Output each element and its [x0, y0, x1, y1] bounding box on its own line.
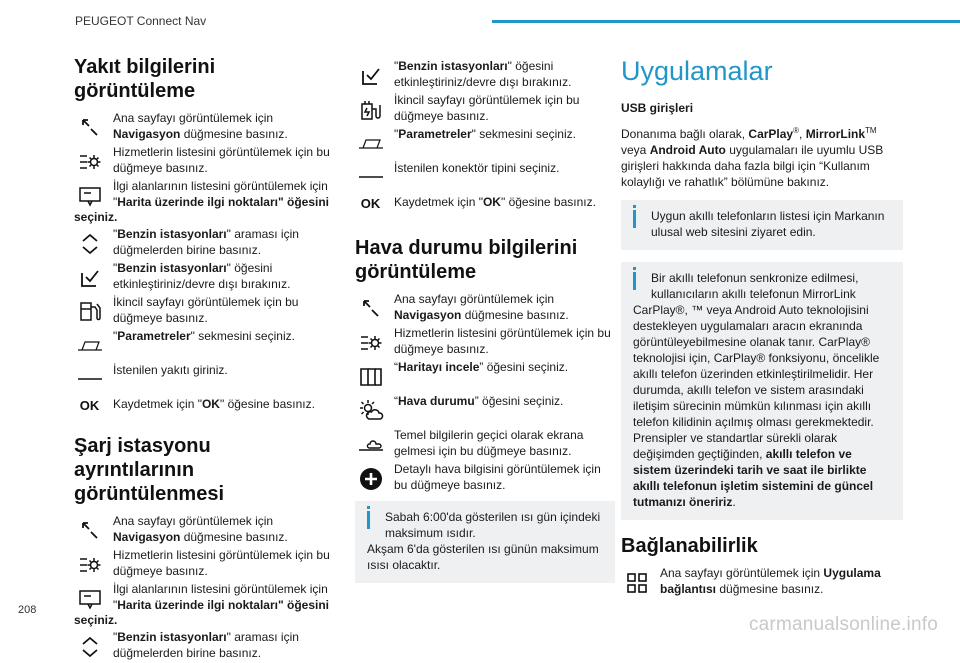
step-text: [394, 393, 615, 409]
step-row: [74, 513, 334, 547]
usb-title: USB girişleri: [621, 101, 694, 115]
usb-text-1: Donanıma bağlı olarak,: [621, 127, 749, 141]
step-row: [355, 291, 615, 325]
fuel-steps: [74, 110, 334, 422]
ok-button[interactable]: OK: [79, 397, 100, 413]
step-row: [355, 186, 615, 220]
weather-note-rest: Akşam 6'da gösterilen ısı günün maksimum ısısı olacaktır.: [367, 542, 599, 572]
step-pre: Kaydetmek için ": [394, 195, 483, 209]
section-title-charging: Şarj istasyonu ayrıntılarının görüntülenmesi: [74, 435, 225, 505]
ok-button[interactable]: OK: [360, 195, 381, 211]
step-row: [355, 92, 615, 126]
apps-note-2-first: Bir akıllı telefonun senkronize edilmesi, kullanıcıların akıllı telefonun MirrorLink: [651, 271, 859, 301]
step-text: [394, 291, 615, 323]
navigation-icon[interactable]: [74, 515, 105, 546]
apps-note-1-text: Uygun akıllı telefonların listesi için Markanın ulusal web sitesini ziyaret edin.: [651, 209, 885, 239]
step-text: [113, 144, 334, 176]
step-row: [74, 354, 334, 388]
step-bold: Harita üzerinde ilgi noktaları" öğesini: [117, 598, 329, 612]
step-pre: “: [394, 360, 398, 374]
step-text: [113, 388, 334, 412]
chevron-up-down-icon[interactable]: [74, 228, 105, 259]
step-bold: Navigasyon: [113, 127, 181, 141]
step-bold: Benzin istasyonları: [117, 630, 227, 644]
apps-note-2-body: CarPlay®, ™ veya Android Auto teknolojisini destekleyen uygulamaları aracın ekranında görüntüleyebilmesine olanak tanır. CarPlay® teknolojisi için, CarPlay® fonksiyonu, öncelikle akıllı telefon üzerinden etkinleştirilmelidir. Her durumda, akıllı telefon ve sistem arasındaki iletişim sürecinin mümkün kılınması için akıllı telefon kilidinin açılmış olması gerekmektedir. Prensipler ve standartlar sürekli olarak değişimden geçtiğinden,: [633, 303, 880, 461]
step-bold: Harita üzerinde ilgi noktaları" öğesini: [117, 195, 329, 209]
step-text: [394, 152, 615, 176]
step-text: [113, 294, 334, 326]
poi-list-icon[interactable]: [74, 180, 105, 211]
weather-steps: [355, 291, 615, 495]
weather-note: [355, 501, 615, 583]
step-text: [394, 92, 615, 124]
step-text: İkincil sayfayı görüntülemek için bu düğmeye basınız.: [113, 295, 299, 325]
app-grid-icon[interactable]: [621, 567, 652, 598]
step-after: " öğesini etkinleştiriniz/devre dışı bırakınız.: [113, 261, 291, 291]
step-bold: OK: [201, 397, 220, 411]
step-text: Ana sayfayı görüntülemek için: [113, 111, 274, 125]
step-tail: seçiniz.: [74, 613, 118, 627]
menu-settings-icon[interactable]: [74, 549, 105, 580]
map-icon[interactable]: [355, 361, 386, 392]
step-bold: Haritayı incele: [398, 360, 480, 374]
info-marker-icon: [367, 511, 370, 529]
step-bold: Navigasyon: [394, 308, 462, 322]
step-text: [113, 547, 334, 579]
connectivity-title: Bağlanabilirlik: [621, 535, 758, 557]
chevron-up-down-icon[interactable]: [74, 631, 105, 662]
step-text: [113, 178, 334, 210]
step-after: " öğesini etkinleştiriniz/devre dışı bırakınız.: [394, 59, 572, 89]
usb-paragraph: Donanıma bağlı olarak, CarPlay®, MirrorLink™ veya Android Auto uygulamaları ile uyumlu USB girişleri hakkında daha fazla bilgi için “Kullanım kolaylığı ve rahatlık” bölümüne bakınız.: [621, 126, 884, 189]
step-row: [355, 461, 615, 495]
column-2: [355, 58, 615, 591]
step-after: " öğesine basınız.: [219, 397, 315, 411]
fuel-pump-icon[interactable]: [74, 296, 105, 327]
step-pre: ": [113, 329, 118, 343]
step-row: [74, 144, 334, 178]
step-text: [394, 427, 615, 459]
header-title: PEUGEOT Connect Nav: [75, 14, 207, 28]
usb-text-2: veya: [621, 143, 650, 157]
step-text: İlgi alanlarının listesini görüntülemek için ": [113, 582, 328, 612]
weather-note-first: Sabah 6:00'da gösterilen ısı gün içindeki maksimum ısıdır.: [385, 510, 601, 540]
charging-steps: [74, 513, 334, 663]
step-row: [74, 294, 334, 328]
step-pre: ": [394, 59, 399, 73]
step-bold: OK: [482, 195, 501, 209]
charging-icon[interactable]: [355, 94, 386, 125]
mirrorlink-label: MirrorLink: [805, 127, 866, 141]
step-row: [74, 388, 334, 422]
step-bold: Benzin istasyonları: [117, 261, 227, 275]
step-row: [355, 126, 615, 152]
apps-note-2-end: .: [732, 495, 736, 509]
step-pre: “: [394, 394, 398, 408]
step-row: [355, 359, 615, 393]
check-icon[interactable]: [74, 262, 105, 293]
section-title-weather: Hava durumu bilgilerini görüntüleme: [355, 237, 578, 283]
step-text: Ana sayfayı görüntülemek için: [394, 292, 555, 306]
poi-list-icon[interactable]: [74, 583, 105, 614]
step-text: Hizmetlerin listesini görüntülemek için bu düğmeye basınız.: [394, 326, 611, 356]
step-text: [113, 513, 334, 545]
carplay-label: CarPlay: [748, 127, 794, 141]
step-row: [74, 226, 334, 260]
check-icon[interactable]: [355, 60, 386, 91]
step-text: [113, 260, 334, 292]
navigation-icon[interactable]: [74, 112, 105, 143]
step-text: Hizmetlerin listesini görüntülemek için bu düğmeye basınız.: [113, 145, 330, 175]
connectivity-text: Ana sayfayı görüntülemek için: [660, 566, 824, 580]
step-row: [355, 393, 615, 427]
step-row: [74, 581, 334, 615]
step-pre: ": [113, 227, 118, 241]
info-marker-icon: [633, 272, 636, 290]
info-bar-icon[interactable]: [355, 429, 386, 460]
step-bold: Benzin istasyonları: [117, 227, 227, 241]
step-after: ” öğesini seçiniz.: [479, 360, 569, 374]
bar-icon[interactable]: [355, 154, 386, 185]
step-after: " araması için düğmelerden birine basınız.: [113, 630, 299, 660]
step-row: [74, 547, 334, 581]
step-row: [74, 110, 334, 144]
step-after: ” öğesini seçiniz.: [474, 394, 564, 408]
step-pre: ": [394, 127, 399, 141]
step-after: düğmesine basınız.: [180, 127, 288, 141]
step-text: İstenilen yakıtı giriniz.: [113, 363, 228, 377]
step-row: [74, 260, 334, 294]
column-3: [621, 55, 903, 599]
apps-title: Uygulamalar: [621, 56, 773, 86]
connectivity-after: düğmesine basınız.: [716, 582, 824, 596]
weather-icon[interactable]: [355, 395, 386, 426]
step-tail: seçiniz.: [74, 210, 118, 224]
step-after: " sekmesini seçiniz.: [190, 329, 295, 343]
step-text: Detaylı hava bilgisini görüntülemek için bu düğmeye basınız.: [394, 462, 601, 492]
section-title-fuel: Yakıt bilgilerini görüntüleme: [74, 56, 216, 102]
step-row: [355, 325, 615, 359]
apps-note-2-bold: akıllı telefon ve sistem üzerindeki tarih ve saat ile birlikte akıllı telefonun işletim sistemini de güncel tutmanızı öneririz: [633, 447, 874, 509]
step-pre: ": [113, 261, 118, 275]
step-text: [394, 325, 615, 357]
step-text: [113, 629, 334, 661]
step-text: [113, 328, 334, 344]
page-number: 208: [18, 604, 37, 616]
step-bold: Parametreler: [398, 127, 472, 141]
step-pre: Kaydetmek için ": [113, 397, 202, 411]
step-row: [355, 58, 615, 92]
step-text: [394, 461, 615, 493]
step-text: İstenilen konektör tipini seçiniz.: [394, 161, 560, 175]
header-accent-bar: [492, 20, 960, 23]
step-bold: Benzin istasyonları: [398, 59, 508, 73]
step-text: [113, 110, 334, 142]
charging-steps-cont: [355, 58, 615, 220]
usb-text-3: uygulamaları ile uyumlu USB girişleri hakkında daha fazla bilgi için “Kullanım kolaylığı ve rahatlık” bölümüne bakınız.: [621, 143, 884, 189]
apps-note-2: [621, 262, 903, 520]
step-text: Temel bilgilerin geçici olarak ekrana gelmesi için bu düğmeye basınız.: [394, 428, 584, 458]
navigation-icon[interactable]: [355, 293, 386, 324]
step-text: [394, 186, 615, 210]
column-1: [74, 55, 334, 663]
watermark: carmanualsonline.info: [748, 614, 938, 635]
bar-icon[interactable]: [74, 356, 105, 387]
step-text: Hizmetlerin listesini görüntülemek için bu düğmeye basınız.: [113, 548, 330, 578]
connectivity-step: [621, 565, 903, 599]
step-after: " öğesine basınız.: [500, 195, 596, 209]
step-text: [113, 354, 334, 378]
apps-note-1: [621, 200, 903, 250]
step-pre: ": [113, 630, 118, 644]
plus-circle-icon[interactable]: [355, 463, 386, 494]
step-after: " sekmesini seçiniz.: [471, 127, 576, 141]
step-text: Ana sayfayı görüntülemek için: [113, 514, 274, 528]
step-bold: Parametreler: [117, 329, 191, 343]
step-text: İlgi alanlarının listesini görüntülemek için ": [113, 179, 328, 209]
step-text: İkincil sayfayı görüntülemek için bu düğmeye basınız.: [394, 93, 580, 123]
step-after: " araması için düğmelerden birine basınız.: [113, 227, 299, 257]
step-row: [74, 178, 334, 212]
step-row: [74, 629, 334, 663]
step-row: [355, 427, 615, 461]
step-text: [113, 581, 334, 613]
step-after: düğmesine basınız.: [180, 530, 288, 544]
step-text: [394, 359, 615, 375]
step-bold: Navigasyon: [113, 530, 181, 544]
menu-settings-icon[interactable]: [74, 146, 105, 177]
step-text: [113, 226, 334, 258]
step-row: [74, 328, 334, 354]
android-auto-label: Android Auto: [649, 143, 726, 157]
info-marker-icon: [633, 210, 636, 228]
menu-settings-icon[interactable]: [355, 327, 386, 358]
step-row: [355, 152, 615, 186]
connectivity-bold-2: bağlantısı: [660, 582, 717, 596]
connectivity-bold-1: Uygulama: [823, 566, 881, 580]
step-after: düğmesine basınız.: [461, 308, 569, 322]
step-bold: Hava durumu: [398, 394, 475, 408]
step-text: [394, 58, 615, 90]
step-text: [394, 126, 615, 142]
